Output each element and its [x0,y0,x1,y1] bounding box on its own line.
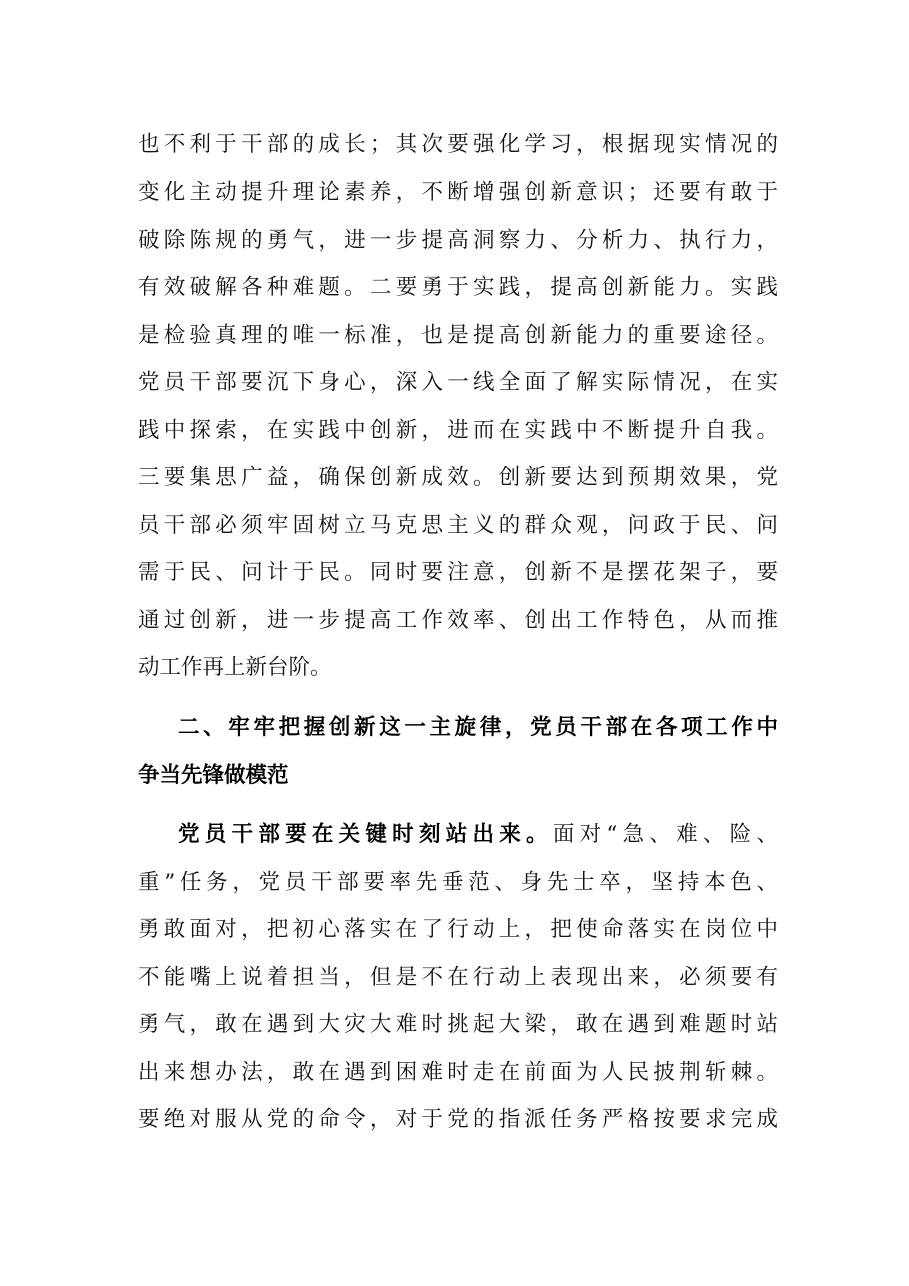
paragraph-bold-lead: 党员干部要在关键时刻站出来。 [178,822,553,847]
paragraph-line: 要绝对服从党的命令，对于党的指派任务严格按要求完成 [138,1107,778,1132]
paragraph-first-line-rest: 面对“急、难、险、 [552,822,778,847]
paragraph-line: 勇敢面对，把初心落实在了行动上，把使命落实在岗位中 [138,917,778,942]
paragraph-line: 不能嘴上说着担当，但是不在行动上表现出来，必须要有 [138,965,778,990]
paragraph-line: 三要集思广益，确保创新成效。创新要达到预期效果，党 [138,465,778,490]
paragraph-line: 出来想办法，敢在遇到困难时走在前面为人民披荆斩棘。 [138,1060,778,1085]
paragraph-line: 通过创新，进一步提高工作效率、创出工作特色，从而推 [138,608,778,633]
paragraph-line: 践中探索，在实践中创新，进而在实践中不断提升自我。 [138,418,778,443]
section-heading-line: 争当先锋做模范 [138,763,289,788]
paragraph-line: 员干部必须牢固树立马克思主义的群众观，问政于民、问 [138,513,778,538]
paragraph-line: 勇气，敢在遇到大灾大难时挑起大梁，敢在遇到难题时站 [138,1012,778,1037]
paragraph-line: 党员干部要沉下身心，深入一线全面了解实际情况，在实 [138,370,778,395]
paragraph-first-line [178,815,778,855]
paragraph-line: 变化主动提升理论素养，不断增强创新意识；还要有敢于 [138,180,778,205]
paragraph-line: 是检验真理的唯一标准，也是提高创新能力的重要途径。 [138,323,778,348]
paragraph-line: 破除陈规的勇气，进一步提高洞察力、分析力、执行力， [138,228,778,253]
paragraph-line: 重”任务，党员干部要率先垂范、身先士卒，坚持本色、 [138,870,778,895]
section-heading-line: 二、牢牢把握创新这一主旋律，党员干部在各项工作中 [178,715,778,740]
paragraph-line: 动工作再上新台阶。 [138,655,332,680]
paragraph-line: 有效破解各种难题。二要勇于实践，提高创新能力。实践 [138,275,778,300]
paragraph-line: 也不利于干部的成长；其次要强化学习，根据现实情况的 [138,132,778,157]
paragraph-line: 需于民、问计于民。同时要注意，创新不是摆花架子，要 [138,560,778,585]
